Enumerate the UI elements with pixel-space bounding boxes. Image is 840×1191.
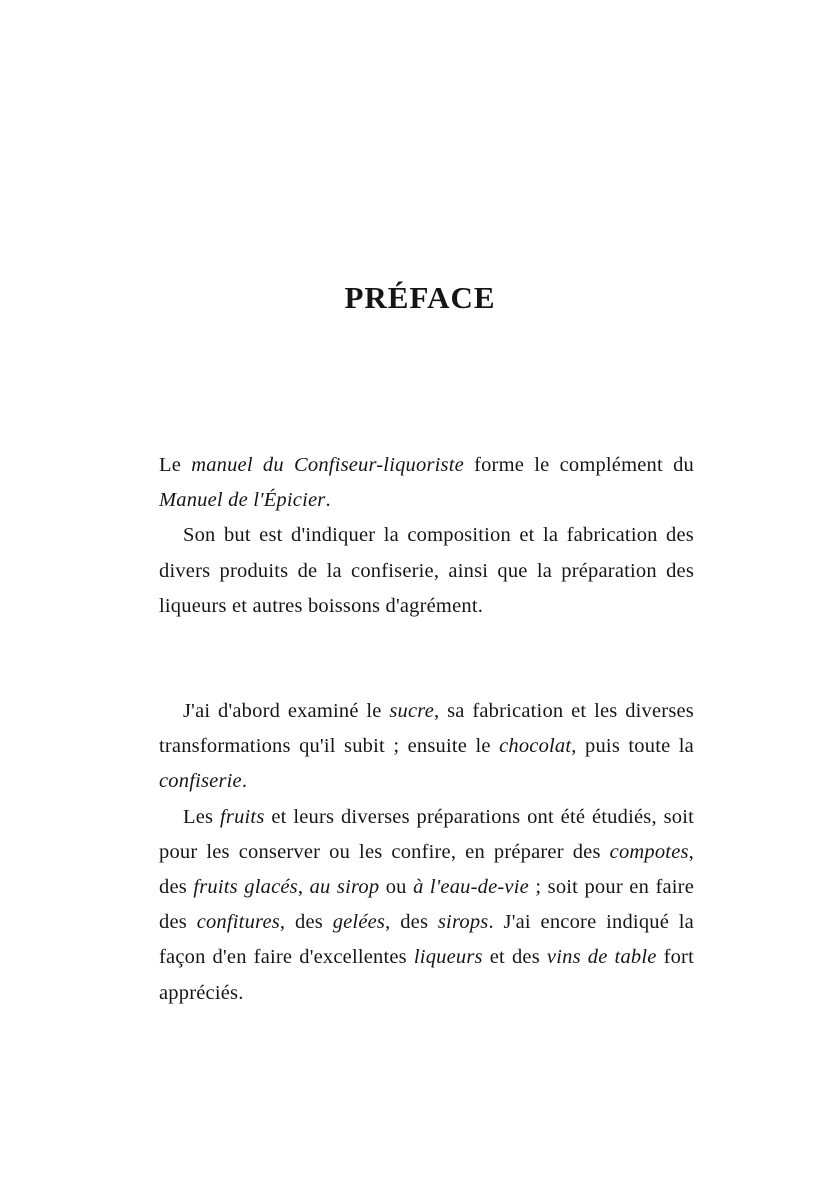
text-run: fort appréciés.: [159, 946, 694, 1004]
text-run: , sa fabrication et les diverses transformations qu'il subit ; ensuite le: [159, 700, 694, 758]
italic-text-run: sucre: [389, 700, 435, 722]
italic-text-run: à l'eau-de-vie: [413, 876, 529, 899]
text-run: Son but est d'indiquer la composition et la fabrication des divers produits de la confiserie, ainsi que la préparation des liqueurs et autres boissons d'agrément.: [159, 524, 694, 617]
italic-text-run: confiserie: [159, 770, 242, 793]
page-title: PRÉFACE: [344, 280, 496, 315]
italic-text-run: vins de table: [546, 946, 657, 969]
italic-text-run: confitures: [196, 911, 280, 934]
text-run: J'ai d'abord examiné le: [183, 700, 390, 722]
paragraph-4: [159, 800, 694, 1011]
paragraph-1: [159, 448, 694, 518]
italic-text-run: sirops: [437, 911, 489, 934]
paragraph-2: [159, 518, 694, 624]
text-run: ou: [379, 876, 414, 899]
text-run: ,: [297, 876, 310, 899]
text-run: . J'ai encore indiqué la façon d'en faire d'excellentes: [159, 911, 694, 969]
text-run: Le: [159, 454, 192, 476]
text-run: , des: [279, 911, 333, 934]
italic-text-run: Manuel de l'Épicier: [159, 489, 326, 512]
text-run: et des: [482, 946, 547, 969]
italic-text-run: au sirop: [309, 876, 380, 899]
text-run: et leurs diverses préparations ont été étudiés, soit pour les conserver ou les confire, en préparer des: [159, 805, 694, 863]
text-run: , des: [159, 840, 694, 899]
paragraph-3: [159, 694, 694, 800]
preface-section-2: [159, 694, 694, 1011]
italic-text-run: chocolat: [499, 735, 572, 758]
text-run: Les: [183, 805, 221, 828]
text-run: forme le complément du: [463, 454, 694, 476]
text-run: , puis toute la: [571, 735, 694, 758]
italic-text-run: gelées: [332, 911, 386, 934]
preface-section-1: [159, 448, 694, 624]
text-run: ; soit pour en faire des: [159, 876, 694, 934]
italic-text-run: liqueurs: [413, 946, 483, 969]
text-run: .: [241, 770, 248, 793]
italic-text-run: fruits glacés: [193, 876, 298, 899]
italic-text-run: fruits: [220, 805, 265, 828]
text-run: .: [325, 489, 331, 512]
italic-text-run: manuel du Confiseur-liquoriste: [191, 454, 464, 476]
italic-text-run: compotes: [609, 840, 689, 863]
text-run: , des: [385, 911, 438, 934]
